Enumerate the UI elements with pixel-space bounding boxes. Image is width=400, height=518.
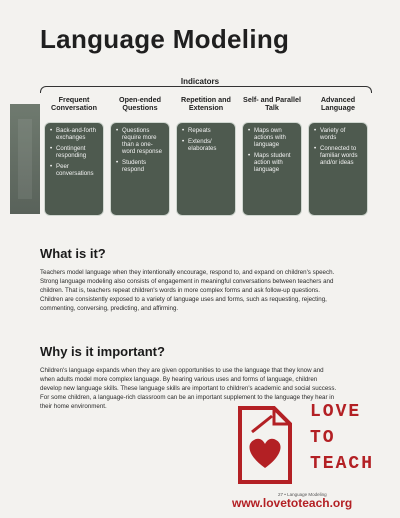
logo-text-line1: LOVE — [310, 402, 362, 422]
list-item: • Repeats — [182, 127, 231, 134]
logo-text-line2: TO — [310, 428, 336, 448]
indicator-column-3 — [176, 95, 236, 152]
why-heading: Why is it important? — [40, 344, 165, 359]
love-to-teach-logo — [232, 398, 397, 486]
column-heading: Advanced Language — [320, 95, 356, 112]
column-box — [242, 122, 302, 216]
indicator-column-2 — [110, 95, 170, 173]
list-item: • Students respond — [116, 159, 165, 173]
list-item: • Variety of words — [314, 127, 363, 141]
what-paragraph: Teachers model language when they intentionally encourage, respond to, and expand on children's speech. Strong language modeling also consists of engagement in meaningful conversations between teachers and children. That is, teachers repeat children's words in more complex forms and ask follow-up questions. Children are consistently exposed to a variety of language uses and forms, such as requesting, rejecting, commenting, conversing, predicting, and affirming. — [40, 269, 335, 312]
list-item: • Maps own actions with language — [248, 127, 297, 148]
list-item: • Back-and-forth exchanges — [50, 127, 99, 141]
column-heading: Open-ended Questions — [119, 95, 161, 112]
column-box — [308, 122, 368, 216]
column-box — [176, 122, 236, 216]
why-paragraph: Children's language expands when they are given opportunities to use the language that they know and when adults model more complex language. By hearing various uses and forms of language, children develop new language skills. These language skills are important to children's academic and social success. For some children, a language-rich classroom can be an important supplement to the language they hear in their home environment. — [40, 367, 337, 410]
indicators-label: Indicators — [180, 77, 220, 86]
indicator-column-4 — [242, 95, 302, 173]
what-heading: What is it? — [40, 246, 106, 261]
list-item: • Connected to familiar words and/or ideas — [314, 145, 363, 166]
column-heading: Repetition and Extension — [181, 95, 231, 112]
indicators-bracket — [40, 86, 372, 93]
column-heading: Self- and Parallel Talk — [243, 95, 301, 112]
list-item: • Maps student action with language — [248, 152, 297, 173]
logo-text-line3: TEACH — [310, 454, 375, 474]
list-item: • Questions require more than a one-word response — [116, 127, 165, 155]
column-heading: Frequent Conversation — [51, 95, 97, 112]
page-footer: 27 • Language Modeling — [278, 492, 327, 497]
column-box — [110, 122, 170, 216]
side-photo-strip — [10, 104, 40, 214]
list-item: • Extends/ elaborates — [182, 138, 231, 152]
list-item: • Peer conversations — [50, 163, 99, 177]
list-item: • Contingent responding — [50, 145, 99, 159]
page-title: Language Modeling — [40, 24, 290, 54]
watermark-url: www.lovetoteach.org — [232, 496, 353, 510]
document-heart-icon — [238, 406, 292, 484]
column-box — [44, 122, 104, 216]
indicator-column-5 — [308, 95, 368, 166]
indicator-column-1 — [44, 95, 104, 177]
